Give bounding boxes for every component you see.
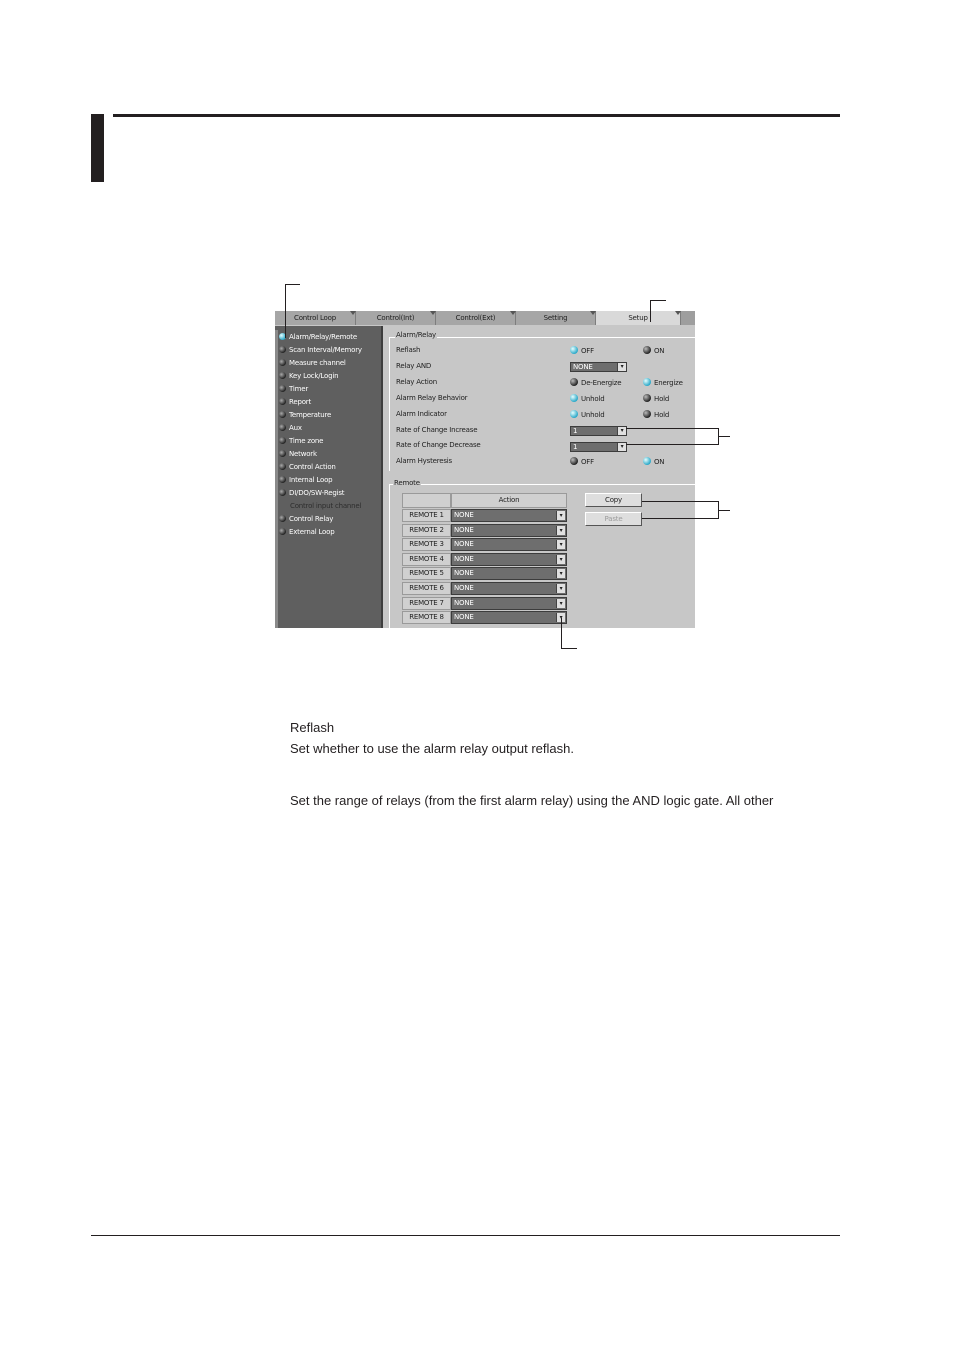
alarm-indicator-unhold-radio[interactable] [570,410,604,419]
relay-action-energize-radio[interactable] [643,378,683,387]
alarm-indicator-hold-radio[interactable] [643,410,669,419]
radio-indicator-icon [570,378,578,386]
callout-sidebar-v [285,284,286,338]
rate-of-change-increase-select[interactable] [570,426,627,436]
sidebar-item-label: Control input channel [290,502,362,510]
radio-label: OFF [581,347,594,355]
sidebar-item-temperature[interactable] [279,409,331,421]
sidebar-item-label: DI/DO/SW-Regist [289,489,345,497]
sidebar-item-control-input-channel[interactable] [290,500,361,512]
remote-action-select[interactable] [451,567,567,580]
chevron-down-icon[interactable]: ▾ [556,569,565,578]
radio-indicator-icon [570,346,578,354]
indicator-icon [279,489,286,496]
select-value: 1 [573,427,578,435]
remote-action-select[interactable] [451,509,567,522]
radio-indicator-icon [643,378,651,386]
indicator-icon [279,346,286,353]
chevron-down-icon[interactable]: ▾ [617,363,626,371]
radio-label: OFF [581,458,594,467]
callout-btn-h2 [642,518,718,519]
tab-control-loop[interactable] [275,311,356,325]
select-value: NONE [454,584,474,592]
sidebar-item-network[interactable] [279,448,317,460]
indicator-icon [279,424,286,431]
callout-sidebar-h [285,284,300,285]
select-value: NONE [454,511,474,519]
sidebar-item-label: Aux [289,424,302,432]
sidebar-item-measure-channel[interactable] [279,357,346,369]
reflash-off-radio[interactable] [570,346,594,355]
relay-and-select[interactable] [570,362,627,372]
tab-setup[interactable] [596,311,681,325]
indicator-icon [279,359,286,366]
relay-action-de-energize-radio[interactable] [570,378,621,387]
alarm-indicator-label: Alarm Indicator [396,409,447,418]
relay-and-label: Relay AND [396,361,432,370]
sidebar-item-label: Time zone [289,437,324,445]
remote-row-label: REMOTE 7 [402,597,451,610]
sidebar-item-key-lock-login[interactable] [279,370,338,382]
remote-action-select[interactable] [451,538,567,551]
chevron-down-icon[interactable]: ▾ [556,540,565,549]
callout-rate-h1 [626,428,718,429]
sidebar-item-label: Key Lock/Login [289,372,339,380]
remote-action-select[interactable] [451,553,567,566]
reflash-description: Set whether to use the alarm relay output reflash. [290,741,574,756]
remote-row-label: REMOTE 2 [402,524,451,537]
reflash-label: Reflash [396,346,421,354]
sidebar-item-control-action[interactable] [279,461,336,473]
callout-remote-v [561,618,562,649]
callout-tab-v [650,300,651,322]
tab-control-int[interactable] [356,311,436,325]
sidebar-item-timer[interactable] [279,383,308,395]
radio-label: Energize [654,378,683,387]
remote-title: Remote [394,479,420,487]
alarm-relay-behavior-label: Alarm Relay Behavior [396,393,468,402]
indicator-icon [279,437,286,444]
radio-label: Unhold [581,394,605,403]
radio-label: Hold [654,394,670,403]
rate-of-change-decrease-select[interactable] [570,442,627,452]
radio-indicator-icon [643,410,651,418]
remote-action-header: Action [451,493,567,508]
indicator-icon [279,372,286,379]
sidebar-item-scan-interval-memory[interactable] [279,344,362,356]
sidebar-item-label: Control Action [289,463,336,471]
radio-indicator-icon [570,394,578,402]
alarm-hysteresis-label: Alarm Hysteresis [396,457,452,466]
sidebar-item-label: Measure channel [289,359,346,367]
sidebar-item-di-do-sw-regist[interactable] [279,487,344,499]
remote-action-select[interactable] [451,582,567,595]
remote-action-select[interactable] [451,597,567,610]
copy-button[interactable]: Copy [585,493,642,507]
indicator-icon [279,398,286,405]
sidebar-item-report[interactable] [279,396,311,408]
tab-label: Setup [628,314,648,322]
rate-of-change-increase-label: Rate of Change Increase [396,425,478,434]
chevron-down-icon[interactable]: ▾ [556,526,565,535]
select-value: NONE [454,540,474,549]
radio-indicator-icon [570,457,578,465]
sidebar-item-label: Internal Loop [289,476,333,484]
indicator-icon [279,450,286,457]
tab-setting[interactable] [516,311,596,325]
alarm-relay-behavior-hold-radio[interactable] [643,394,669,403]
radio-label: Hold [654,410,670,419]
footer-rule [91,1235,840,1236]
radio-indicator-icon [643,457,651,465]
reflash-heading: Reflash [290,720,335,735]
sidebar-item-label: Scan Interval/Memory [289,346,362,354]
radio-label: ON [654,458,665,467]
chevron-down-icon[interactable]: ▾ [617,427,626,435]
callout-rate-h2 [626,444,718,445]
sidebar-item-label: Network [289,450,317,458]
chevron-down-icon[interactable]: ▾ [617,443,626,451]
tab-dropdown-icon [675,311,681,315]
remote-row-label: REMOTE 6 [402,582,451,595]
sidebar-item-alarm-relay-remote[interactable] [279,331,357,343]
relay-action-label: Relay Action [396,377,437,386]
relay-and-description: Set the range of relays (from the first alarm relay) using the AND logic gate. All other [290,793,774,808]
remote-row-label: REMOTE 1 [402,509,451,522]
alarm-relay-title: Alarm/Relay [396,331,436,339]
section-marker [91,114,104,182]
alarm-hysteresis-on-radio[interactable] [643,457,664,466]
indicator-icon [279,515,286,522]
tab-label: Control(Int) [376,314,415,322]
alarm-hysteresis-off-radio[interactable] [570,457,594,466]
select-value: NONE [454,554,474,563]
indicator-icon [279,411,286,418]
indicator-icon [279,385,286,392]
alarm-relay-group [389,337,695,471]
sidebar-item-aux[interactable] [279,422,302,434]
radio-indicator-icon [643,394,651,402]
sidebar-item-time-zone[interactable] [279,435,323,447]
sidebar-item-label: Report [289,398,312,406]
callout-remote-h [561,648,577,649]
alarm-relay-behavior-unhold-radio[interactable] [570,394,604,403]
callout-btn-h1 [642,501,718,502]
indicator-icon [279,476,286,483]
tab-label: Setting [543,314,568,322]
sidebar-item-label: Timer [289,385,309,393]
chevron-down-icon[interactable]: ▾ [556,584,565,593]
callout-btn-out [718,510,730,511]
radio-label: Unhold [581,410,605,419]
select-value: NONE [454,569,474,578]
select-value: NONE [454,525,474,534]
callout-rate-out [718,436,730,437]
chevron-down-icon[interactable]: ▾ [556,599,565,608]
tab-control-ext[interactable] [436,311,516,325]
select-value: NONE [454,613,474,622]
radio-label: De-Energize [581,378,622,387]
indicator-icon [279,528,286,535]
sidebar-item-external-loop[interactable] [279,526,334,538]
radio-label: ON [654,347,665,355]
radio-indicator-icon [643,346,651,354]
sidebar-item-label: Control Relay [289,515,334,523]
select-value: NONE [454,598,474,607]
sidebar-item-label: Temperature [289,411,332,419]
paste-button[interactable]: Paste [585,512,642,526]
reflash-on-radio[interactable] [643,346,664,355]
callout-tab-h [650,300,666,301]
sidebar-item-label: Alarm/Relay/Remote [289,333,357,341]
sidebar-selection-indicator [275,330,278,628]
tab-label: Control(Ext) [455,314,496,322]
indicator-icon [279,463,286,470]
remote-row-label: REMOTE 8 [402,611,451,624]
header-rule [113,114,840,117]
sidebar-item-internal-loop[interactable] [279,474,332,486]
remote-row-label: REMOTE 3 [402,538,451,551]
chevron-down-icon[interactable]: ▾ [556,511,565,520]
tab-label: Control Loop [294,314,336,322]
remote-row-label: REMOTE 5 [402,567,451,580]
select-value: 1 [573,442,578,451]
sidebar-item-control-relay[interactable] [279,513,333,525]
remote-action-select[interactable] [451,611,567,624]
remote-action-select[interactable] [451,524,567,537]
sidebar-item-label: External Loop [289,528,335,536]
chevron-down-icon[interactable]: ▾ [556,555,565,564]
select-value: NONE [573,363,593,372]
radio-indicator-icon [570,410,578,418]
remote-row-label: REMOTE 4 [402,553,451,566]
rate-of-change-decrease-label: Rate of Change Decrease [396,441,481,450]
remote-table-corner [402,493,451,508]
